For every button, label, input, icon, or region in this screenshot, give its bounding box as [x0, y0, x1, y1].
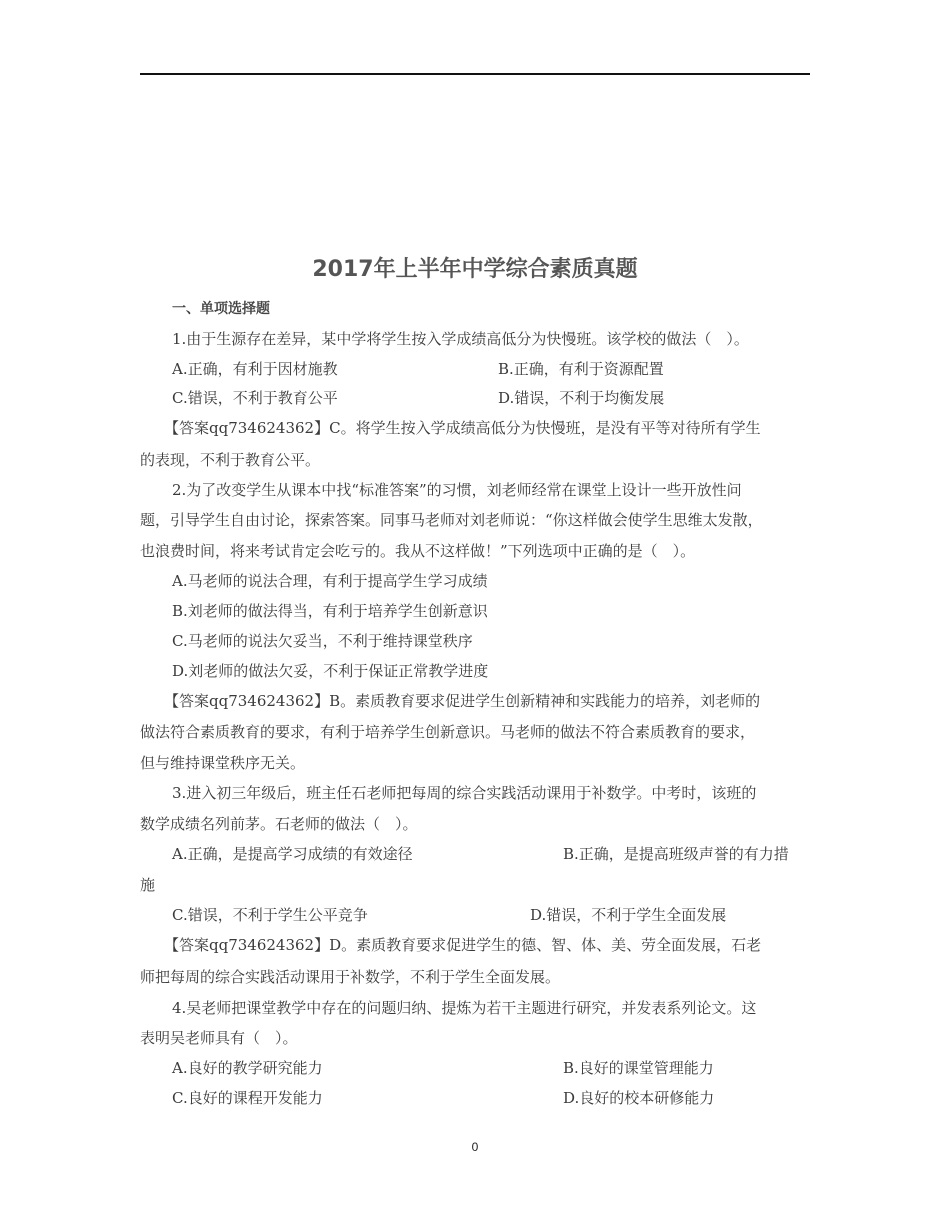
q3-answer-line1: 【答案qq734624362】D。素质教育要求促进学生的德、智、体、美、劳全面发展，石老 — [164, 936, 762, 954]
q3-stem-line2: 数学成绩名列前茅。石老师的做法（ ）。 — [140, 815, 418, 833]
q3-option-c: C.错误，不利于学生公平竞争 — [172, 906, 368, 924]
q3-option-b-wrap: 施 — [140, 876, 156, 894]
q4-option-b: B.良好的课堂管理能力 — [563, 1059, 714, 1077]
q1-option-c: C.错误，不利于教育公平 — [172, 389, 338, 407]
q4-option-d: D.良好的校本研修能力 — [563, 1089, 715, 1107]
q3-answer-line2: 师把每周的综合实践活动课用于补数学，不利于学生全面发展。 — [140, 968, 561, 986]
q2-option-c: C.马老师的说法欠妥当，不利于维持课堂秩序 — [172, 632, 473, 650]
q1-answer-line2: 的表现，不利于教育公平。 — [140, 451, 321, 469]
header-rule — [140, 73, 810, 75]
q1-option-b: B.正确，有利于资源配置 — [498, 360, 664, 378]
section-heading: 一、单项选择题 — [172, 301, 270, 317]
q2-option-a: A.马老师的说法合理，有利于提高学生学习成绩 — [172, 572, 488, 590]
q2-option-b: B.刘老师的做法得当，有利于培养学生创新意识 — [172, 602, 488, 620]
page-title: 2017年上半年中学综合素质真题 — [312, 257, 638, 282]
page-number: 0 — [471, 1140, 479, 1154]
q2-stem-line3: 也浪费时间，将来考试肯定会吃亏的。我从不这样做！”下列选项中正确的是（ ）。 — [140, 542, 696, 560]
q1-option-d: D.错误，不利于均衡发展 — [498, 389, 665, 407]
q3-stem-line1: 3.进入初三年级后，班主任石老师把每周的综合实践活动课用于补数学。中考时，该班的 — [172, 784, 757, 802]
q2-answer-line1: 【答案qq734624362】B。素质教育要求促进学生创新精神和实践能力的培养，刘老师的 — [164, 692, 761, 710]
q2-option-d: D.刘老师的做法欠妥，不利于保证正常教学进度 — [172, 662, 489, 680]
q1-answer-line1: 【答案qq734624362】C。将学生按入学成绩高低分为快慢班，是没有平等对待所有学生 — [164, 419, 761, 437]
q2-answer-line2: 做法符合素质教育的要求，有利于培养学生创新意识。马老师的做法不符合素质教育的要求， — [140, 723, 756, 741]
q4-stem-line2: 表明吴老师具有（ ）。 — [140, 1029, 298, 1047]
q3-option-b: B.正确，是提高班级声誉的有力措 — [563, 845, 789, 863]
q4-option-a: A.良好的教学研究能力 — [172, 1059, 323, 1077]
q2-stem-line1: 2.为了改变学生从课本中找“标准答案”的习惯，刘老师经常在课堂上设计一些开放性问 — [172, 481, 742, 499]
q3-option-d: D.错误，不利于学生全面发展 — [530, 906, 727, 924]
q3-option-a: A.正确，是提高学习成绩的有效途径 — [172, 845, 413, 863]
q2-stem-line2: 题，引导学生自由讨论，探索答案。同事马老师对刘老师说：“你这样做会使学生思维太发散， — [140, 511, 763, 529]
q1-option-a: A.正确，有利于因材施教 — [172, 360, 338, 378]
q4-stem-line1: 4.吴老师把课堂教学中存在的问题归纳、提炼为若干主题进行研究，并发表系列论文。这 — [172, 999, 757, 1017]
q2-answer-line3: 但与维持课堂秩序无关。 — [140, 754, 306, 772]
q4-option-c: C.良好的课程开发能力 — [172, 1089, 323, 1107]
q1-stem: 1.由于生源存在差异，某中学将学生按入学成绩高低分为快慢班。该学校的做法（ ）。 — [172, 330, 749, 348]
